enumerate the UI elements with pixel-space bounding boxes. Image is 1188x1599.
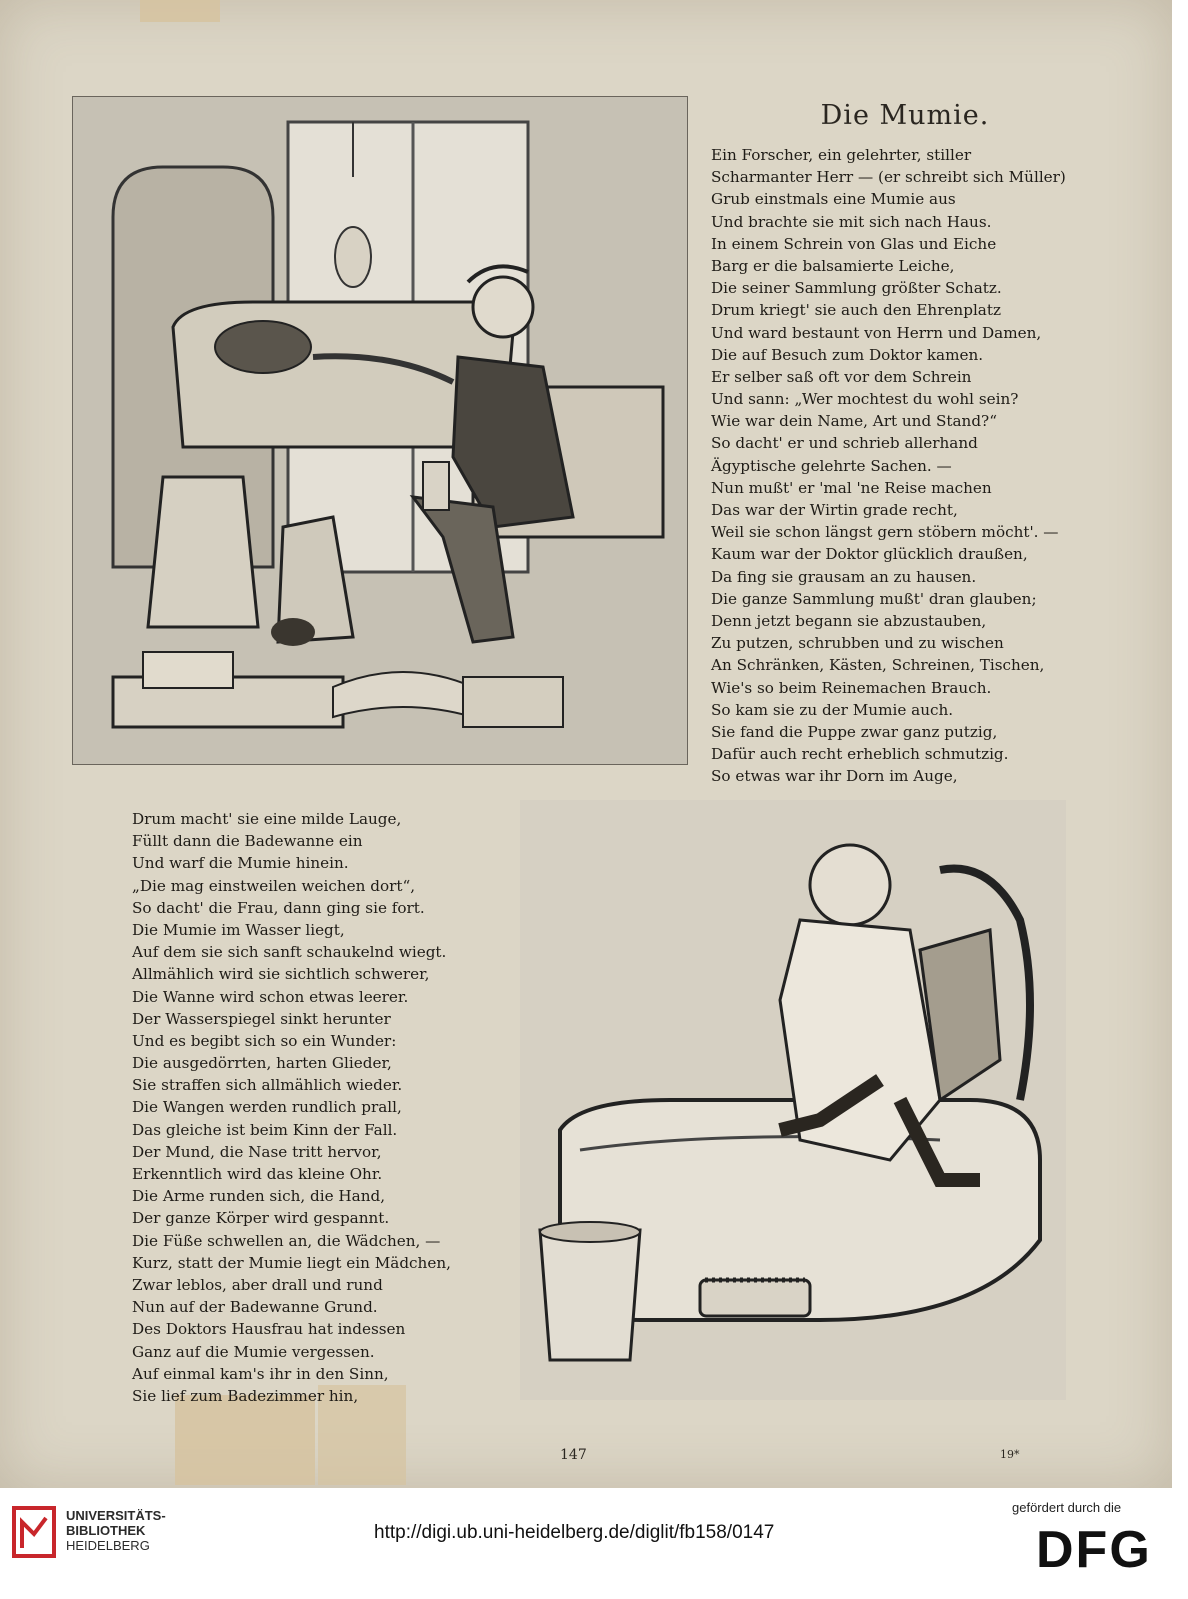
poem-line: Das gleiche ist beim Kinn der Fall. bbox=[132, 1120, 398, 1139]
permalink-url[interactable]: http://digi.ub.uni-heidelberg.de/diglit/fb158/0147 bbox=[374, 1522, 775, 1543]
library-name-line2: BIBLIOTHEK bbox=[66, 1523, 146, 1538]
printer-signature: 19* bbox=[1000, 1448, 1020, 1461]
poem-column-left bbox=[132, 808, 451, 1407]
funded-by-label: gefördert durch die bbox=[1012, 1500, 1122, 1515]
poem-line: Drum kriegt' sie auch den Ehrenplatz bbox=[711, 301, 1001, 320]
poem-title: Die Mumie. bbox=[820, 100, 990, 131]
poem-line: Zu putzen, schrubben und zu wischen bbox=[711, 634, 1004, 653]
poem-line: „Die mag einstweilen weichen dort“, bbox=[132, 876, 416, 895]
poem-line: In einem Schrein von Glas und Eiche bbox=[711, 234, 997, 253]
poem-line: Des Doktors Hausfrau hat indessen bbox=[132, 1320, 406, 1339]
illustration-woman-at-bathtub bbox=[520, 800, 1066, 1400]
poem-line: An Schränken, Kästen, Schreinen, Tischen, bbox=[711, 656, 1045, 675]
poem-line: Weil sie schon längst gern stöbern möcht'. — bbox=[711, 523, 1059, 542]
poem-line: Kurz, statt der Mumie liegt ein Mädchen, bbox=[132, 1253, 451, 1272]
page-number: 147 bbox=[560, 1447, 587, 1463]
poem-line: So etwas war ihr Dorn im Auge, bbox=[711, 767, 958, 786]
poem-line: Das war der Wirtin grade recht, bbox=[711, 501, 958, 519]
dfg-logo: DFG bbox=[1036, 1521, 1152, 1579]
poem-line: Wie war dein Name, Art und Stand?“ bbox=[711, 412, 997, 431]
poem-line: Die Füße schwellen an, die Wädchen, — bbox=[132, 1231, 441, 1250]
poem-line: Nun auf der Badewanne Grund. bbox=[132, 1298, 378, 1317]
poem-line: Dafür auch recht erheblich schmutzig. bbox=[711, 745, 1009, 764]
poem-line: Sie straffen sich allmählich wieder. bbox=[132, 1076, 403, 1095]
poem-line: Nun mußt' er 'mal 'ne Reise machen bbox=[711, 478, 992, 497]
poem-line: Ägyptische gelehrte Sachen. — bbox=[711, 456, 952, 475]
poem-line: Und ward bestaunt von Herrn und Damen, bbox=[711, 323, 1042, 342]
poem-line: Und brachte sie mit sich nach Haus. bbox=[711, 212, 992, 231]
poem-line: Sie lief zum Badezimmer hin, bbox=[132, 1386, 359, 1405]
poem-line: Der Mund, die Nase tritt hervor, bbox=[132, 1142, 382, 1161]
poem-line: Die ausgedörrten, harten Glieder, bbox=[132, 1054, 392, 1073]
poem-line: Erkenntlich wird das kleine Ohr. bbox=[132, 1165, 383, 1183]
poem-line: So dacht' er und schrieb allerhand bbox=[711, 434, 978, 453]
library-name-line1: UNIVERSITÄTS- bbox=[66, 1508, 166, 1523]
poem-line: Kaum war der Doktor glücklich draußen, bbox=[711, 545, 1028, 564]
tape-strip-top bbox=[140, 0, 220, 22]
poem-line: Zwar leblos, aber drall und rund bbox=[132, 1275, 383, 1294]
poem-line: Da fing sie grausam an zu hausen. bbox=[711, 567, 977, 586]
poem-line: Auf dem sie sich sanft schaukelnd wiegt. bbox=[132, 943, 447, 962]
poem-line: Wie's so beim Reinemachen Brauch. bbox=[711, 678, 992, 697]
poem-line: Der Wasserspiegel sinkt herunter bbox=[132, 1009, 391, 1028]
poem-line: Und es begibt sich so ein Wunder: bbox=[132, 1031, 397, 1050]
poem-line: Allmählich wird sie sichtlich schwerer, bbox=[132, 965, 430, 984]
poem-line: Denn jetzt begann sie abzustauben, bbox=[711, 611, 987, 630]
poem-line: Und sann: „Wer mochtest du wohl sein? bbox=[711, 390, 1019, 409]
poem-line: Die Mumie im Wasser liegt, bbox=[132, 920, 345, 939]
poem-line: Er selber saß oft vor dem Schrein bbox=[711, 367, 972, 386]
poem-line: Barg er die balsamierte Leiche, bbox=[711, 256, 955, 275]
poem-line: Die Arme runden sich, die Hand, bbox=[132, 1187, 386, 1206]
poem-line: Drum macht' sie eine milde Lauge, bbox=[132, 810, 402, 828]
poem-column-right bbox=[711, 144, 1066, 787]
poem-line: Die Wanne wird schon etwas leerer. bbox=[132, 987, 409, 1006]
poem-line: Die seiner Sammlung größter Schatz. bbox=[711, 279, 1002, 298]
poem-line: Scharmanter Herr — (er schreibt sich Müller) bbox=[711, 168, 1066, 187]
library-name bbox=[66, 1508, 166, 1553]
poem-line: Ganz auf die Mumie vergessen. bbox=[132, 1342, 375, 1361]
poem-line: Die ganze Sammlung mußt' dran glauben; bbox=[711, 589, 1037, 608]
poem-line: Der ganze Körper wird gespannt. bbox=[132, 1209, 390, 1228]
poem-line: So kam sie zu der Mumie auch. bbox=[711, 700, 954, 719]
poem-line: Und warf die Mumie hinein. bbox=[132, 854, 349, 873]
digital-library-footer bbox=[0, 1488, 1188, 1599]
university-library-logo-icon bbox=[10, 1504, 58, 1560]
poem-line: Die auf Besuch zum Doktor kamen. bbox=[711, 345, 984, 364]
poem-line: Ein Forscher, ein gelehrter, stiller bbox=[711, 146, 972, 164]
illustration-scholar-with-mummy bbox=[72, 96, 688, 765]
poem-line: Sie fand die Puppe zwar ganz putzig, bbox=[711, 722, 998, 741]
poem-line: So dacht' die Frau, dann ging sie fort. bbox=[132, 898, 425, 917]
poem-line: Füllt dann die Badewanne ein bbox=[132, 832, 363, 851]
poem-line: Auf einmal kam's ihr in den Sinn, bbox=[132, 1364, 389, 1383]
library-name-line3: HEIDELBERG bbox=[66, 1538, 150, 1553]
poem-line: Grub einstmals eine Mumie aus bbox=[711, 190, 956, 209]
poem-line: Die Wangen werden rundlich prall, bbox=[132, 1098, 402, 1117]
tape-strip-bottom-left bbox=[175, 1395, 315, 1485]
